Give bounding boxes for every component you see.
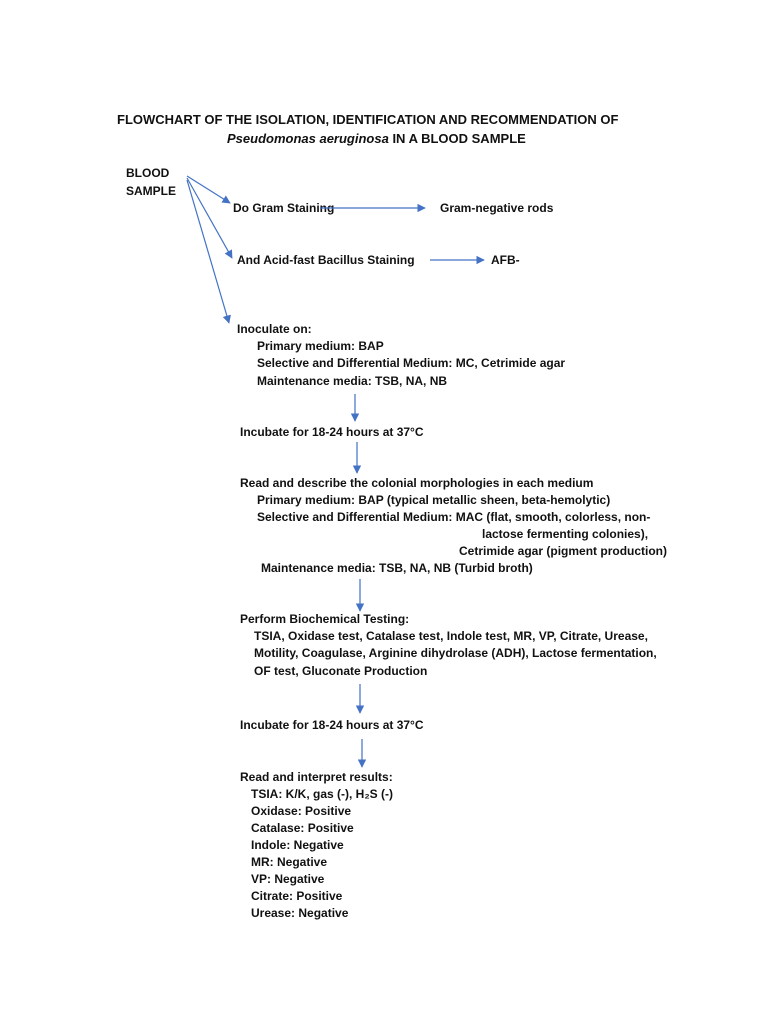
gram-staining-result: Gram-negative rods xyxy=(440,201,554,215)
organism-name: Pseudomonas aeruginosa xyxy=(227,131,389,146)
incubate-step-1: Incubate for 18-24 hours at 37°C xyxy=(240,425,424,439)
title-line-1: FLOWCHART OF THE ISOLATION, IDENTIFICATION AND RECOMMENDATION OF xyxy=(117,112,619,127)
result-item: MR: Negative xyxy=(251,855,328,869)
inoculate-primary: Primary medium: BAP xyxy=(257,339,384,353)
result-item: TSIA: K/K, gas (-), H₂S (-) xyxy=(251,787,393,801)
colonial-selective-2: lactose fermenting colonies), xyxy=(482,527,649,541)
biochem-tests-line-2: Motility, Coagulase, Arginine dihydrolase (ADH), Lactose fermentation, xyxy=(254,646,657,660)
result-item: Indole: Negative xyxy=(251,838,344,852)
inoculate-maintenance: Maintenance media: TSB, NA, NB xyxy=(257,374,448,388)
colonial-selective-1: Selective and Differential Medium: MAC (flat, smooth, colorless, non- xyxy=(257,510,651,524)
result-item: VP: Negative xyxy=(251,872,325,886)
arrow-blood-to-inoculate xyxy=(187,180,229,323)
colonial-maintenance: Maintenance media: TSB, NA, NB (Turbid broth) xyxy=(261,561,533,575)
colonial-selective-3: Cetrimide agar (pigment production) xyxy=(459,544,668,558)
afb-staining-result: AFB- xyxy=(491,253,520,267)
title-line-2-rest: IN A BLOOD SAMPLE xyxy=(388,131,526,146)
result-item: Urease: Negative xyxy=(251,906,349,920)
biochem-tests-line-3: OF test, Gluconate Production xyxy=(254,664,428,678)
blood-sample-label-line2: SAMPLE xyxy=(126,184,177,198)
incubate-step-2: Incubate for 18-24 hours at 37°C xyxy=(240,718,424,732)
result-item: Catalase: Positive xyxy=(251,821,354,835)
result-item: Citrate: Positive xyxy=(251,889,343,903)
results-heading: Read and interpret results: xyxy=(240,770,393,784)
afb-staining-step: And Acid-fast Bacillus Staining xyxy=(237,253,415,267)
biochem-tests-line-1: TSIA, Oxidase test, Catalase test, Indole test, MR, VP, Citrate, Urease, xyxy=(254,629,648,643)
gram-staining-step: Do Gram Staining xyxy=(233,201,335,215)
colonial-primary: Primary medium: BAP (typical metallic sheen, beta-hemolytic) xyxy=(257,493,611,507)
inoculate-selective: Selective and Differential Medium: MC, Cetrimide agar xyxy=(257,356,566,370)
colonial-heading: Read and describe the colonial morphologies in each medium xyxy=(240,476,594,490)
inoculate-heading: Inoculate on: xyxy=(237,322,312,336)
blood-sample-label-line1: BLOOD xyxy=(126,166,170,180)
result-item: Oxidase: Positive xyxy=(251,804,352,818)
biochem-heading: Perform Biochemical Testing: xyxy=(240,612,410,626)
